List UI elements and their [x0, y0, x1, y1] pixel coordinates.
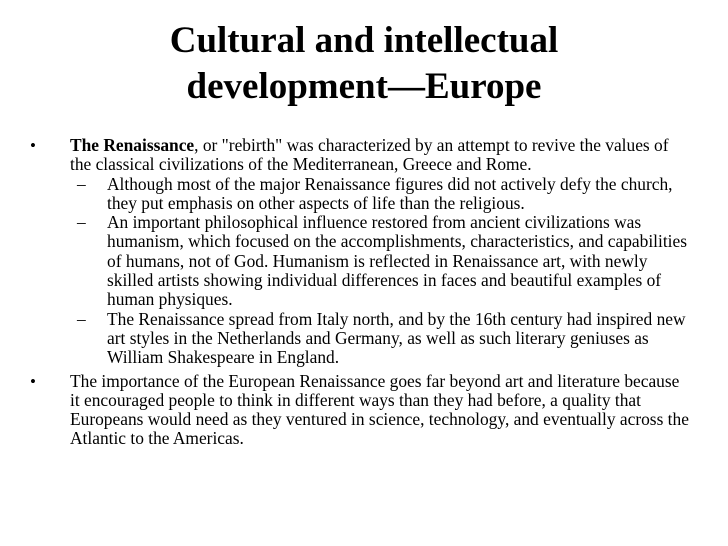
- slide-title: [60, 18, 668, 110]
- bullet-list: [30, 136, 690, 449]
- slide-title-line-1: Cultural and intellectual: [169, 20, 559, 61]
- sub-bullet-text: Although most of the major Renaissance figures did not actively defy the church, they put emphasis on other aspects of life than the religious.: [107, 173, 673, 213]
- bullet-text: , or "rebirth" was characterized by an attempt to revive the values of the classical civilizations of the Mediterranean, Greece and Rome.: [70, 135, 669, 175]
- bullet-item-renaissance: [30, 136, 690, 368]
- sub-bullet-marker: –: [77, 212, 86, 233]
- sub-bullet-text: The Renaissance spread from Italy north, and by the 16th century had inspired new art styles in the Netherlands and Germany, as well as such literary geniuses as William Shakespeare in England.: [107, 308, 686, 368]
- bullet-marker: •: [30, 371, 36, 391]
- sub-bullet-text: An important philosophical influence restored from ancient civilizations was humanism, which focused on the accomplishments, characteristics, and capabilities of humans, not of God. Humanism is reflected in Renaissance art, with newly skilled artists showing individual differences in faces and beautiful examples of human physiques.: [107, 212, 687, 310]
- sub-bullet-marker: –: [77, 173, 86, 194]
- bullet-item-importance: [30, 372, 690, 449]
- sub-bullet-item: [73, 175, 690, 214]
- bullet-marker: •: [30, 136, 36, 155]
- sub-bullet-list: [73, 175, 690, 368]
- sub-bullet-item: [73, 213, 690, 309]
- bullet-lead-term: The Renaissance: [70, 135, 195, 155]
- bullet-text: The importance of the European Renaissance goes far beyond art and literature because it encouraged people to think in different ways than they had before, a quality that Europeans would need as they ventured in science, technology, and eventually across the Atlantic to the Americas.: [70, 370, 689, 449]
- slide-title-line-2: development—Europe: [186, 66, 542, 107]
- sub-bullet-item: [73, 310, 690, 368]
- sub-bullet-marker: –: [77, 308, 86, 329]
- slide-body: [30, 136, 690, 449]
